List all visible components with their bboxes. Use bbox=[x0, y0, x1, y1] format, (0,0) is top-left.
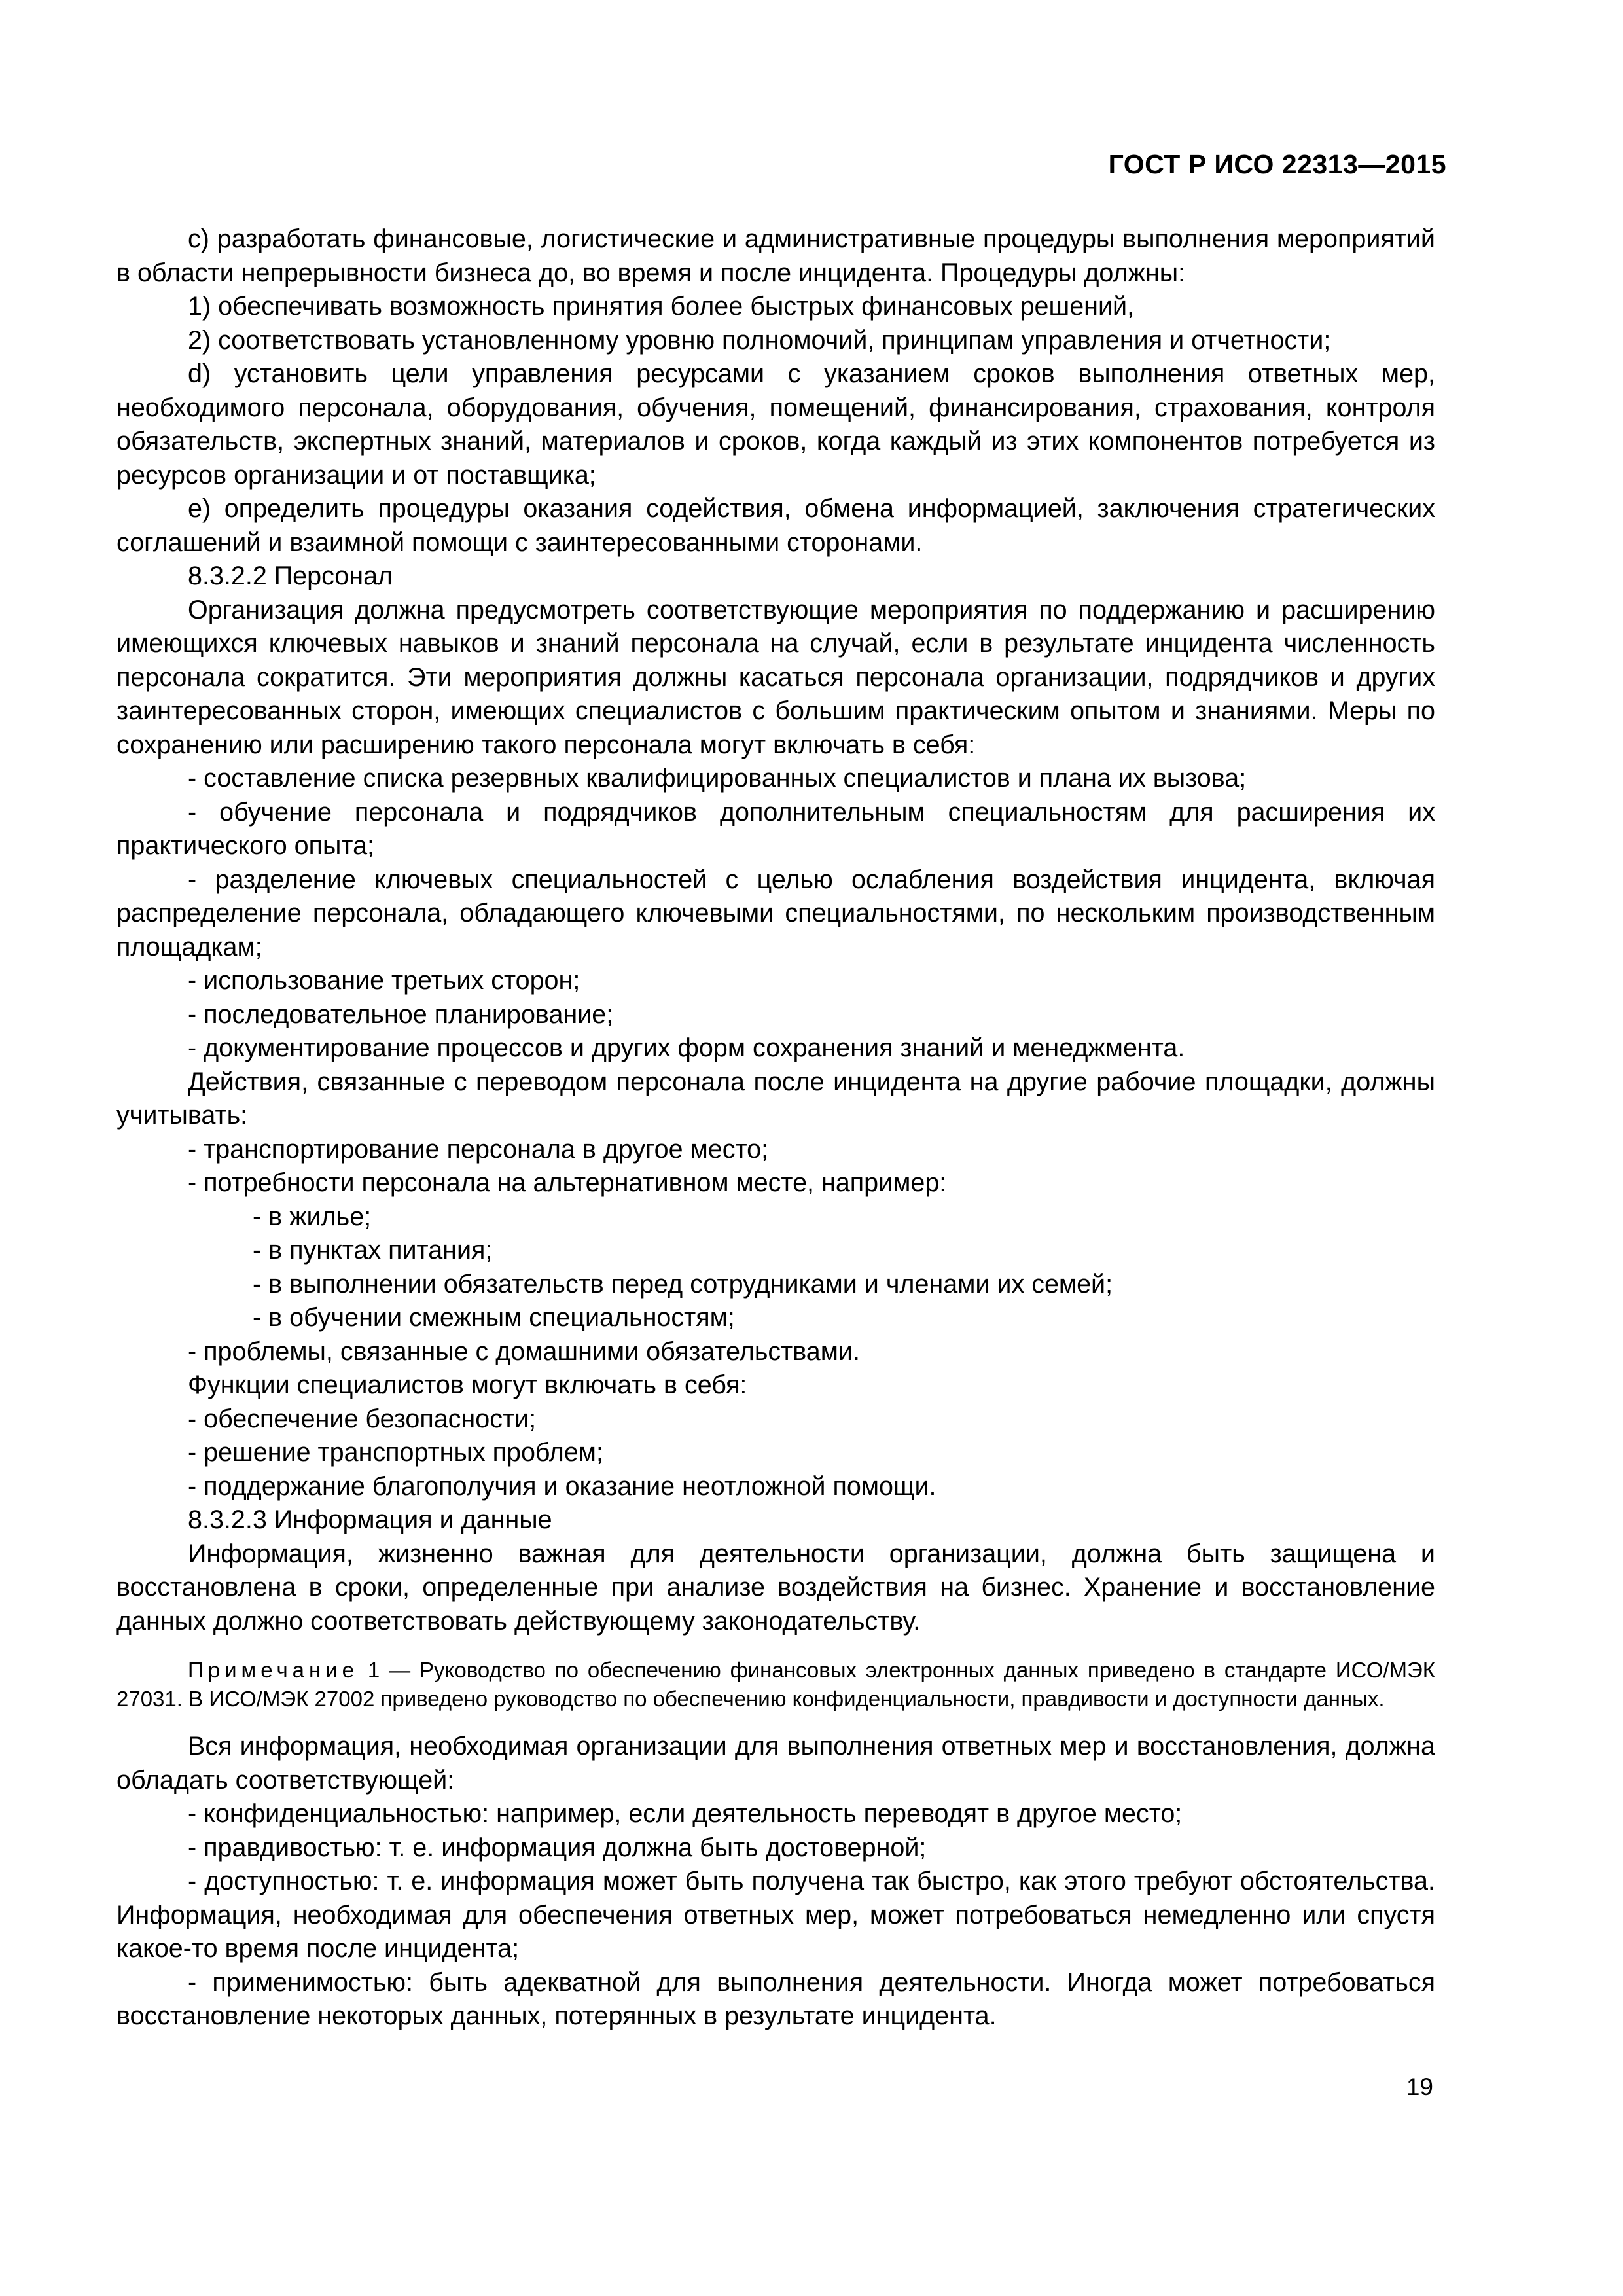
paragraph: Вся информация, необходимая организации для выполнения ответных мер и восстановления, должна обладать соответствующей: bbox=[116, 1732, 1435, 1795]
paragraph: - конфиденциальностью: например, если деятельность переводят в другое место; bbox=[188, 1799, 1183, 1828]
paragraph: e) определить процедуры оказания содействия, обмена информацией, заключения стратегических соглашений и взаимной помощи с заинтересованными сторонами. bbox=[116, 494, 1435, 557]
paragraph: - решение транспортных проблем; bbox=[188, 1438, 603, 1467]
paragraph: - в обучении смежным специальностям; bbox=[253, 1303, 735, 1332]
paragraph: 1) обеспечивать возможность принятия более быстрых финансовых решений, bbox=[188, 292, 1135, 321]
paragraph: Действия, связанные с переводом персонала после инцидента на другие рабочие площадки, должны учитывать: bbox=[116, 1067, 1435, 1130]
paragraph: - в выполнении обязательств перед сотрудниками и членами их семей; bbox=[253, 1269, 1113, 1299]
paragraph: - потребности персонала на альтернативном месте, например: bbox=[188, 1168, 947, 1197]
paragraph: 2) соответствовать установленному уровню полномочий, принципам управления и отчетности; bbox=[188, 325, 1331, 355]
body-text-after-note bbox=[116, 1730, 1435, 2034]
paragraph: - применимостью: быть адекватной для выполнения деятельности. Иногда может потребоваться восстановление некоторых данных, потерянных в результате инцидента. bbox=[116, 1967, 1435, 2030]
document-body bbox=[116, 223, 1435, 2034]
paragraph: - использование третьих сторон; bbox=[188, 966, 580, 995]
paragraph: - документирование процессов и других форм сохранения знаний и менеджмента. bbox=[188, 1033, 1185, 1062]
note bbox=[116, 1656, 1435, 1713]
paragraph: - разделение ключевых специальностей с целью ослабления воздействия инцидента, включая распределение персонала, обладающего ключевыми специальностями, по нескольким производственным площадкам; bbox=[116, 865, 1435, 961]
paragraph: - последовательное планирование; bbox=[188, 999, 614, 1029]
paragraph: 8.3.2.2 Персонал bbox=[188, 562, 393, 590]
paragraph: - доступностью: т. е. информация может быть получена так быстро, как этого требуют обстоятельства. Информация, необходимая для обеспечения ответных мер, может потребоваться немедленно или спустя какое-то время после инцидента; bbox=[116, 1867, 1435, 1963]
paragraph: d) установить цели управления ресурсами с указанием сроков выполнения ответных мер, необходимого персонала, оборудования, обучения, помещений, финансирования, страхования, контроля обязательств, экспертных знаний, материалов и сроков, когда каждый из этих компонентов потребуется из ресурсов организации и от поставщика; bbox=[116, 359, 1435, 490]
paragraph: Организация должна предусмотреть соответствующие мероприятия по поддержанию и расширению имеющихся ключевых навыков и знаний персонала на случай, если в результате инцидента численность персонала сократится. Эти мероприятия должны касаться персонала организации, подрядчиков и других заинтересованных сторон, имеющих специалистов с большим практическим опытом и знаниями. Меры по сохранению или расширению такого персонала могут включать в себя: bbox=[116, 595, 1435, 759]
paragraph: - поддержание благополучия и оказание неотложной помощи. bbox=[188, 1471, 936, 1501]
document-header: ГОСТ Р ИСО 22313—2015 bbox=[1108, 149, 1446, 179]
paragraph: - обеспечение безопасности; bbox=[188, 1404, 537, 1433]
paragraph: - составление списка резервных квалифицированных специалистов и плана их вызова; bbox=[188, 764, 1247, 793]
page-number: 19 bbox=[1406, 2073, 1433, 2100]
paragraph: - транспортирование персонала в другое место; bbox=[188, 1134, 769, 1164]
paragraph: Функции специалистов могут включать в себя: bbox=[188, 1371, 747, 1399]
note-text: 1 — Руководство по обеспечению финансовых электронных данных приведено в стандарте ИСО/МЭК 27031. В ИСО/МЭК 27002 приведено руководство по обеспечению конфиденциальности, правдивости и доступности данных. bbox=[116, 1658, 1435, 1711]
paragraph: - обучение персонала и подрядчиков дополнительным специальностям для расширения их практического опыта; bbox=[116, 797, 1435, 860]
paragraph: c) разработать финансовые, логистические и административные процедуры выполнения мероприятий в области непрерывности бизнеса до, во время и после инцидента. Процедуры должны: bbox=[116, 224, 1435, 287]
paragraph: - в жилье; bbox=[253, 1202, 372, 1231]
body-text-before-note bbox=[116, 223, 1435, 1638]
paragraph: Информация, жизненно важная для деятельности организации, должна быть защищена и восстановлена в сроки, определенные при анализе воздействия на бизнес. Хранение и восстановление данных должно соответствовать действующему законодательству. bbox=[116, 1539, 1435, 1636]
paragraph: - правдивостью: т. е. информация должна быть достоверной; bbox=[188, 1833, 927, 1862]
paragraph: - в пунктах питания; bbox=[253, 1236, 493, 1265]
paragraph: - проблемы, связанные с домашними обязательствами. bbox=[188, 1336, 860, 1366]
paragraph: 8.3.2.3 Информация и данные bbox=[188, 1505, 552, 1534]
note-label: Примечание bbox=[188, 1658, 359, 1682]
